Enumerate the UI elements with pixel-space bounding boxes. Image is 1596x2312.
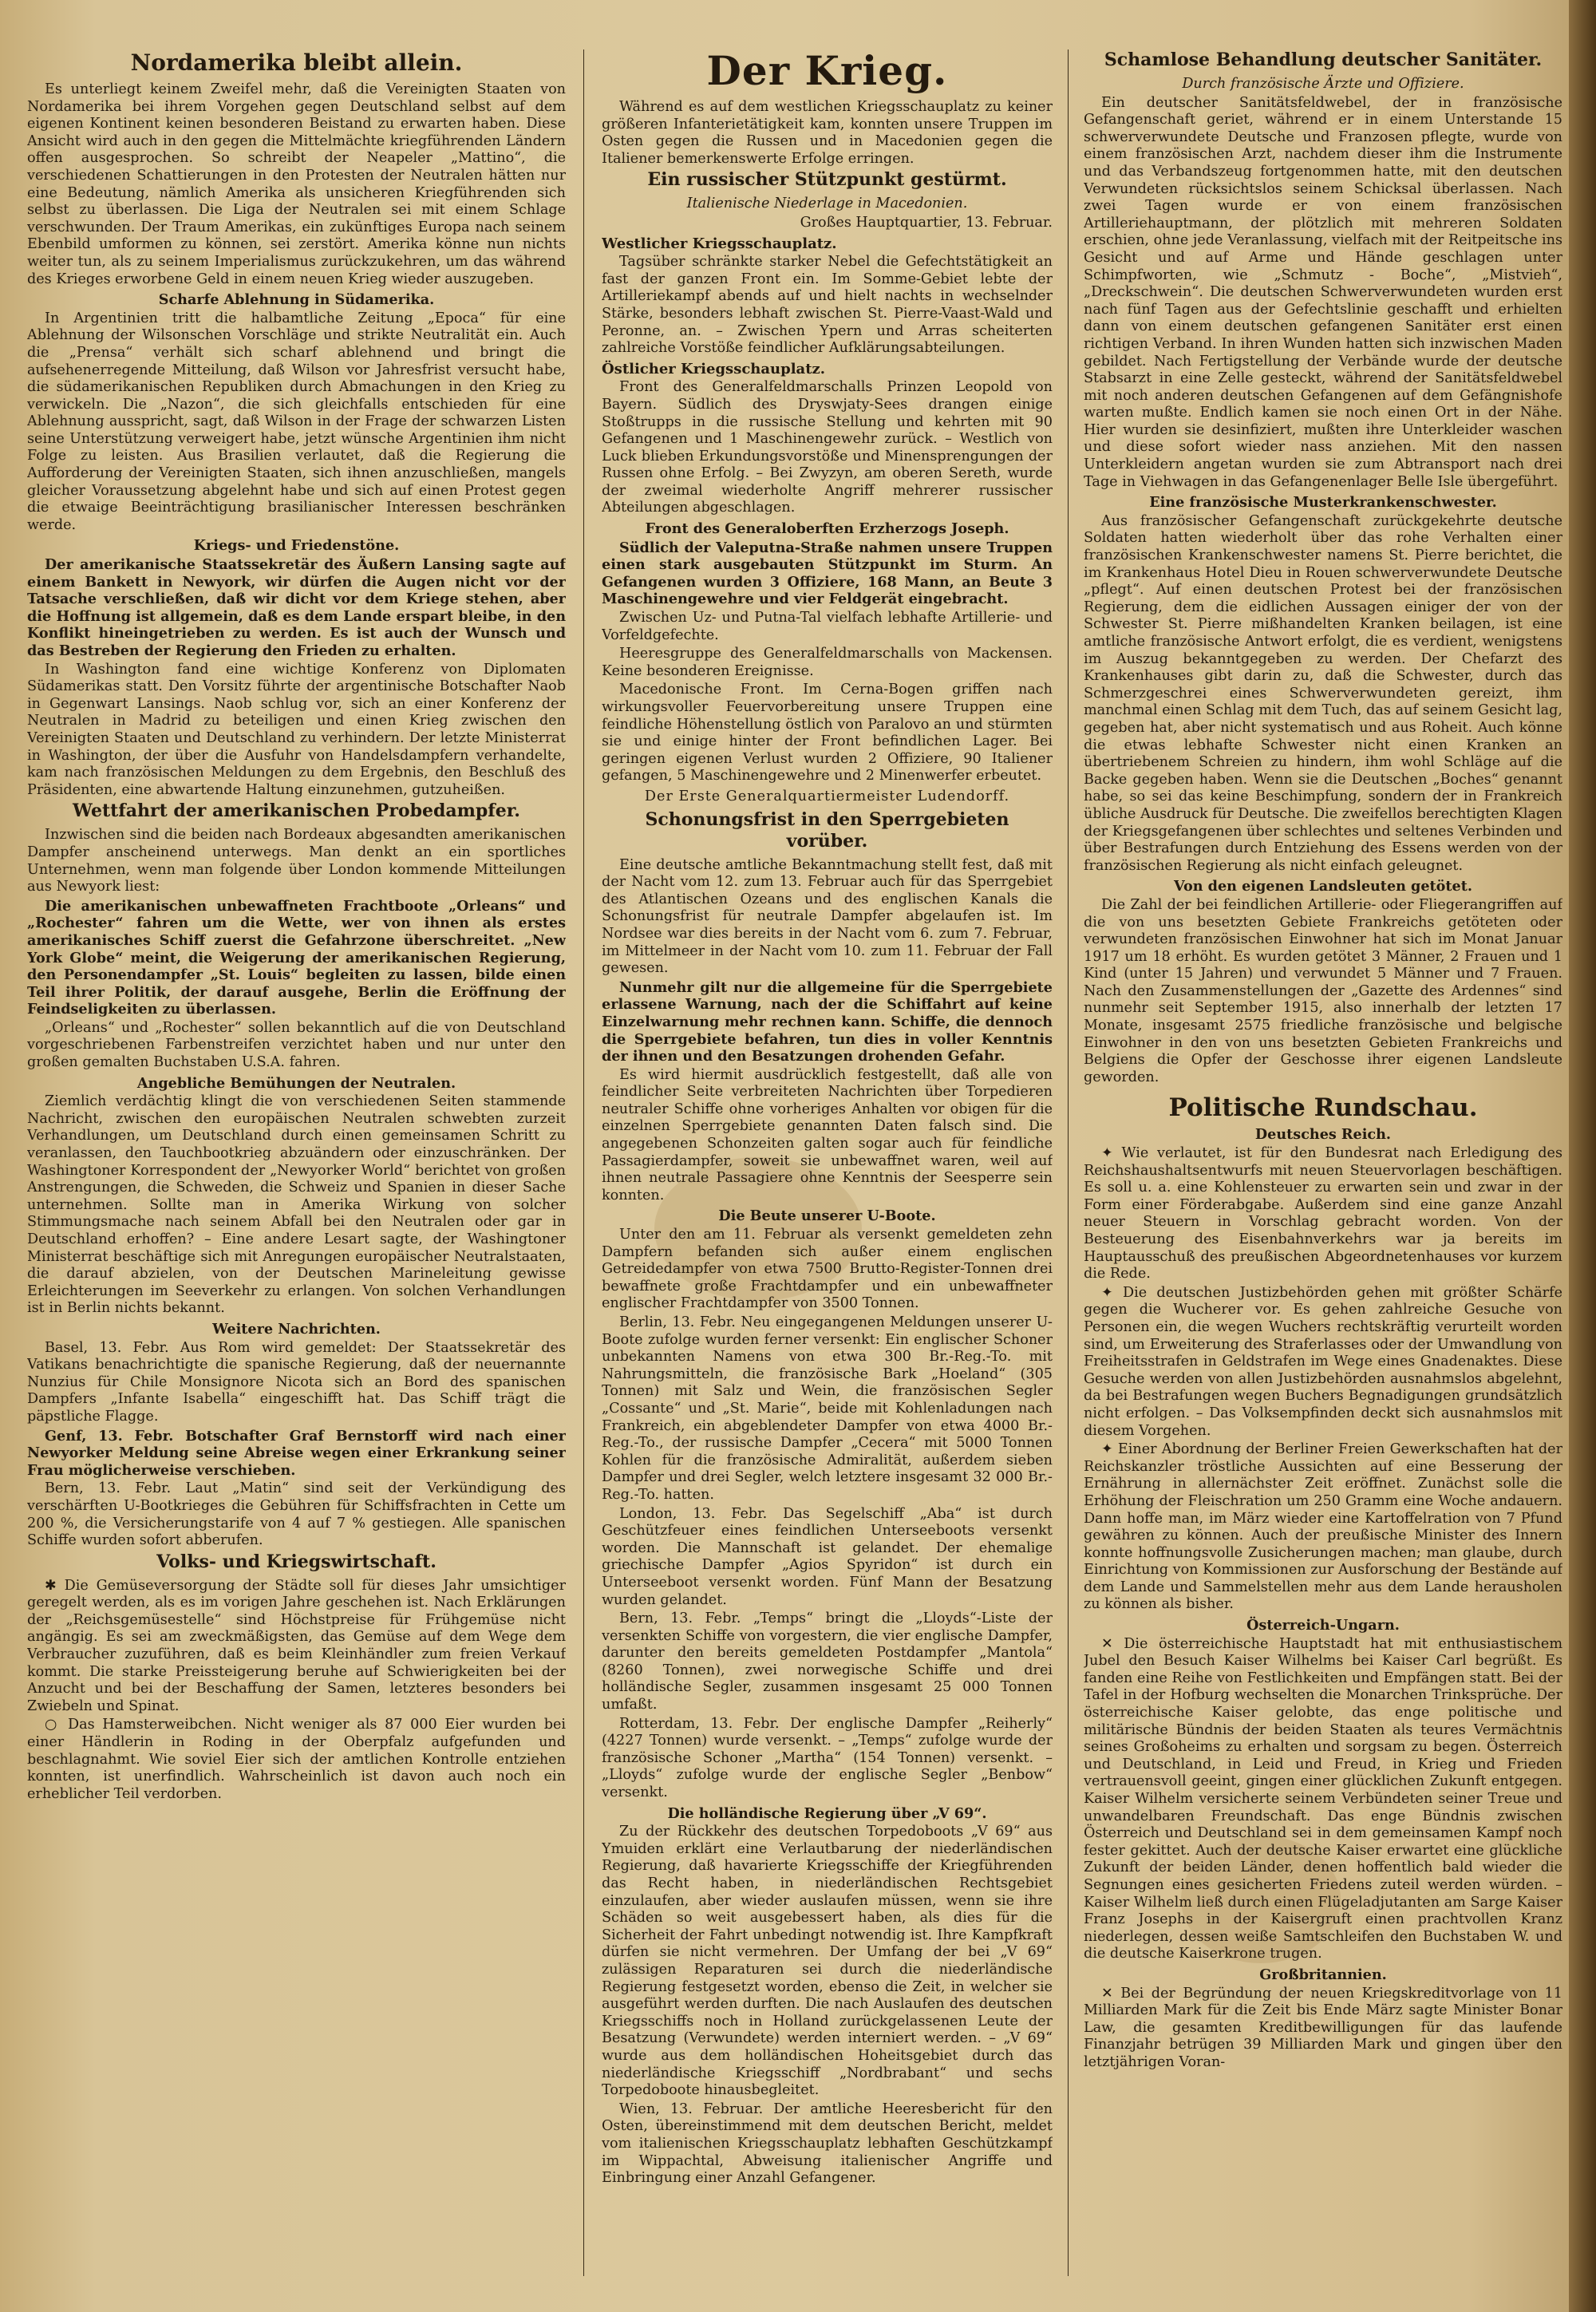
article-paragraph: In Argentinien tritt die halbamtliche Zeitung „Epoca“ für eine Ablehnung der Wilsonschen Vorschläge und strikte Neutralität ein. Auch die „Prensa“ verhält sich scharf ablehnend und bringt die aufsehenerregende Mitteilung, daß Wilson vor Jahresfrist versucht habe, die südamerikanischen Republiken durch Abmachungen in den Krieg zu verwickeln. Die „Nazon“, die sich gleichfalls entschieden für eine Ablehnung ausspricht, sagt, daß Wilson in der Frage der schwarzen Listen seine Unterstützung verweigert habe, jetzt wünsche Argentinien ihm nicht Folge zu leisten. Aus Brasilien verlautet, daß die Regierung die Aufforderung der Vereinigten Staaten, sich ihnen anzuschließen, mangels gleicher Voraussetzung abgelehnt habe und sich auf einen Protest gegen die etwaige Beeinträchtigung brasilianischer Interessen beschränken werde.	[27, 310, 566, 533]
subheading: Die Beute unserer U-Boote.	[718, 1207, 936, 1225]
article-paragraph: ✦ Wie verlautet, ist für den Bundesrat nach Erledigung des Reichshaushaltsentwurfs mit neuen Steuervorlagen beschäftigen. Es soll u. a. eine Kohlensteuer zu erwarten sein und zwar in der Form einer Förderabgabe. Außerdem sind eine ganze Anzahl neuer Steuern in Vorschlag gebracht worden. Von der Besteuerung des Eisenbahnverkehrs war ja bereits im Hauptausschuß des preußischen Abgeordnetenhauses vor kurzem die Rede.	[1084, 1145, 1562, 1282]
subheading: Österreich-Ungarn.	[1246, 1617, 1400, 1634]
article-paragraph: Es unterliegt keinem Zweifel mehr, daß die Vereinigten Staaten von Nordamerika bei ihrem Vorgehen gegen Deutschland selbst auf dem eigenen Kontinent keinen besonderen Beistand zu erwarten haben. Diese Ansicht wird auch in den gegen die Mittelmächte kriegführenden Ländern offen ausgesprochen. So schreibt der Neapeler „Mattino“, die verschiedenen Schattierungen in den Protesten der Neutralen hätten nur eine Bedeutung, nämlich Amerika als unsicheren Kriegführenden sich selbst zu überlassen. Die Liga der Neutralen sei mit einem Schlage verschwunden. Der Traum Amerikas, ein zukünftiges Europa nach seinem Ebenbild umformen zu können, sei zerstört. Amerika könne nun nichts weiter tun, als zu seinem Imperialismus zurückzukehren, um das während des Krieges erworbene Geld in einem neuen Krieg wieder auszugeben.	[27, 81, 566, 287]
news-item: Bern, 13. Febr. Laut „Matin“ sind seit der Verkündigung des verschärften U-Bootkrieges die Gebühren für Schiffsfrachten in Cette um 200 %, die Versicherungstarife von 4 auf 7 % gestiegen. Alle spanischen Schiffe wurden sofort abberufen.	[27, 1480, 566, 1549]
headline-nordamerika: Nordamerika bleibt allein.	[130, 49, 463, 76]
headline-sanitaeter: Schamlose Behandlung deutscher Sanitäter.	[1104, 49, 1543, 70]
news-item: Bern, 13. Febr. „Temps“ bringt die „Lloyds“-Liste der versenkten Schiffe von vorgestern, die vier englische Dampfer, darunter den bereits gemeldeten Postdampfer „Mantola“ (8260 Tonnen), zwei norwegische Schiffe und drei holländische Segler, zusammen insgesamt 25 000 Tonnen umfaßt.	[602, 1610, 1053, 1713]
subheading: Front des Generaloberften Erzherzogs Joseph.	[645, 520, 1009, 538]
subheading: Eine französische Musterkrankenschwester.	[1149, 494, 1497, 512]
subheading: Großbritannien.	[1259, 1966, 1387, 1983]
article-paragraph: Tagsüber schränkte starker Nebel die Gefechtstätigkeit an fast der ganzen Front ein. Im Somme-Gebiet lebte der Artilleriekampf abends auf und hielt nachts in wechselnder Stärke, besonders lebhaft zwischen St. Pierre-Vaast-Wald und Peronne, an. – Zwischen Ypern und Arras scheiterten zahlreiche Vorstöße feindlicher Aufklärungsabteilungen.	[602, 254, 1053, 357]
article-paragraph: Aus französischer Gefangenschaft zurückgekehrte deutsche Soldaten hatten wiederholt über das rohe Verhalten einer französischen Krankenschwester namens St. Pierre berichtet, die im Krankenhaus Hotel Dieu in Rouen schwerverwundete Deutsche „pflegt“. Auf einen deutschen Protest bei der französischen Regierung, dem die eidlichen Aussagen einiger der von der Schwester St. Pierre mißhandelten Kranken beilagen, ist eine amtliche französische Antwort erfolgt, die es verdient, wenigstens im Auszug bekanntgegeben zu werden. Der Chefarzt des Krankenhauses gibt darin zu, daß die Schwester, durch das Schmerzgeschrei eines Schwerverwundeten gereizt, ihm manchmal einen Schlag mit dem Tuch, das auf seinem Gesicht lag, gegeben hat, aber nicht systematisch und aus Roheit. Auch könne die etwas lebhafte Schwester nicht einen Kranken an übertriebenem Schreien zu hindern, ihm wohl Schläge auf die Backe gegeben haben. Wenn sie die Deutschen „Boches“ genannt habe, so sei das keine Beschimpfung, sondern der in Frankreich übliche Ausdruck für Deutsche. Die zweifellos berechtigten Klagen der Kriegsgefangenen über schlechtes und seltenes Verbinden und über Bestrafungen durch Entziehung des Essens werden von der französischen Regierung als nicht einfach geleugnet.	[1084, 512, 1562, 874]
signature: Der Erste Generalquartiermeister Ludendorff.	[644, 788, 1010, 804]
article-paragraph: Ziemlich verdächtig klingt die von verschiedenen Seiten stammende Nachricht, zwischen den europäischen Neutralen schwebten zurzeit Verhandlungen, um Deutschland durch einen gemeinsamen Schritt zu veranlassen, den Tauchbootkrieg abzuändern oder einzuschränken. Der Washingtoner Korrespondent der „Newyorker World“ berichtet von großen Anstrengungen, die Schweden, die Schweiz und Spanien in dieser Sache unternehmen. Sollte man in Amerika Wirkung von solcher Stimmungsmache nach seinem Abfall bei den Neutralen oder gar in Deutschland erhoffen? – Eine andere Lesart sagte, der Washingtoner Ministerrat beschäftige sich mit Anregungen europäischer Neutralstaaten, die darauf abzielen, von der Deutschen Marineleitung gewisse Erleichterungen im Seeverkehr zu erlangen. Von solchen Verhandlungen ist in Berlin nichts bekannt.	[27, 1093, 566, 1317]
article-paragraph: ✦ Die deutschen Justizbehörden gehen mit größter Schärfe gegen die Wucherer vor. Es gehen zahlreiche Gesuche von Personen ein, die wegen Wuchers rechtskräftig verurteilt worden sind, um Erweiterung des Straferlasses oder der Umwandlung von Freiheitsstrafen in Geldstrafen im Wege eines Gnadenaktes. Diese Gesuche werden von allen Justizbehörden ausnahmslos abgelehnt, da bei Bestrafungen wegen Buchers Begnadigungen grundsätzlich nicht erfolgen. – Das Volksempfinden deckt sich ausnahmslos mit diesem Vorgehen.	[1084, 1284, 1562, 1439]
news-item: Basel, 13. Febr. Aus Rom wird gemeldet: Der Staatssekretär des Vatikans benachrichtigte die spanische Regierung, daß der neuernannte Nunzius für Chile Monsignore Nicota sich an Bord des spanischen Dampfers „Infante Isabella“ eingeschifft hat. Das Schiff trägt die päpstliche Flagge.	[27, 1339, 566, 1425]
news-item: Wien, 13. Februar. Der amtliche Heeresbericht für den Osten, übereinstimmend mit dem deutschen Bericht, meldet vom italienischen Kriegsschauplatz lebhaften Geschützkampf im Wippachtal, Abweisung italienischer Angriffe und Einbringung einer Anzahl Gefangener.	[602, 2101, 1053, 2187]
subheading: Angebliche Bemühungen der Neutralen.	[136, 1074, 456, 1092]
subheading: Die holländische Regierung über „V 69“.	[667, 1804, 987, 1822]
subtitle: Durch französische Ärzte und Offiziere.	[1182, 76, 1464, 92]
headline-der-krieg: Der Krieg.	[706, 48, 948, 94]
article-paragraph: Heeresgruppe des Generalfeldmarschalls von Mackensen. Keine besonderen Ereignisse.	[602, 646, 1053, 679]
article-paragraph: „Orleans“ und „Rochester“ sollen bekanntlich auf die von Deutschland vorgeschriebenen Farbenstreifen verzichtet haben und nur unter den großen gemalten Buchstaben U.S.A. fahren.	[27, 1019, 566, 1071]
headline-volkswirtschaft: Volks- und Kriegswirtschaft.	[156, 1551, 437, 1572]
column-right	[1084, 48, 1562, 2290]
news-item: Berlin, 13. Febr. Neu eingegangenen Meldungen unserer U-Boote zufolge wurden ferner versenkt: Ein englischer Schoner unbekannten Namens von etwa 300 Br.-Reg.-To. mit Nahrungsmitteln, die französische Bark „Hoeland“ (305 Tonnen) mit Salz und Wein, die französischen Segler „Cossante“ und „St. Marie“, beide mit Kohlenladungen nach Frankreich, ein abgeblendeter Dampfer von etwa 4000 Br.-Reg.-To., der russische Dampfer „Cecera“ mit 5000 Tonnen Kohlen für die französische Admiralität, außerdem sieben Dampfer und drei Segler, welch letztere insgesamt 32 000 Br.-Reg.-To. hatten.	[602, 1314, 1053, 1503]
subheading: Deutsches Reich.	[1254, 1126, 1392, 1144]
news-item: Genf, 13. Febr. Botschafter Graf Bernstorff wird nach einer Newyorker Meldung seine Abreise wegen einer Erkrankung seiner Frau möglicherweise verschieben.	[27, 1427, 566, 1479]
headline-politische-rundschau: Politische Rundschau.	[1168, 1093, 1478, 1123]
dateline: Großes Hauptquartier, 13. Februar.	[800, 214, 1053, 231]
article-paragraph: Ein deutscher Sanitätsfeldwebel, der in französische Gefangenschaft geriet, während er in einem Unterstande 15 schwerverwundete Deutsche und Franzosen pflegte, wurde von einem französischen Arzt, nachdem dieser ihm die Instrumente und das Verbandszeug fortgenommen hatte, mit den deutschen Verwundeten rücksichtslos seinem Schicksal überlassen. Nach zwei Tagen wurde er von einem französischen Artilleriehauptmann, der plötzlich mit mehreren Soldaten erschien, ohne jede Veranlassung, vielfach mit der Reitpeitsche ins Gesicht und auf Arme und Hände geschlagen unter Schimpfworten, wie „Schmutz - Boche“, „Mistvieh“, „Dreckschwein“. Die deutschen Schwerverwundeten wurden erst nach fünf Tagen aus der Gefechtslinie geschafft und erhielten dann von einem deutschen gefangenen Sanitäter erst einen richtigen Verband. In ihren Wunden hatten sich inzwischen Maden gebildet. Nach Fertigstellung der Verbände wurde der deutsche Stabsarzt in eine Zelle gesteckt, während der Sanitätsfeldwebel mit noch anderen deutschen Gefangenen auf dem Gefängnishofe warten mußte. Endlich kamen sie noch einen Ort in der Nähe. Hier wurden sie desinfiziert, mußten ihre Unterkleider waschen und diese sofort wieder nass anziehen. Mit den nassen Unterkleidern angetan wurden sie zum Abtransport nach drei Tage in Viehwagen in das Gefangenenlager Belle Isle übergeführt.	[1084, 94, 1562, 490]
news-item: ○ Das Hamsterweibchen. Nicht weniger als 87 000 Eier wurden bei einer Händlerin in Roding in der Oberpfalz aufgefunden und beschlagnahmt. Wie soviel Eier sich der amtlichen Kontrolle entziehen konnten, ist unerfindlich. Wahrscheinlich ist davon auch noch ein erheblicher Teil verdorben.	[27, 1717, 566, 1802]
article-paragraph: ✦ Einer Abordnung der Berliner Freien Gewerkschaften hat der Reichskanzler tröstliche Aussichten auf eine Besserung der Ernährung in allernächster Zeit eröffnet. Zunächst solle die Erhöhung der Fleischration um 250 Gramm eine Woche andauern. Dann hoffe man, im März wieder eine Kartoffelration von 7 Pfund gewähren zu können. Auch der preußische Minister des Innern konnte hoffnungsvolle Zusicherungen machen; man glaube, durch Einrichtung von Kommissionen zur Ausforschung der Bestände auf dem Lande und Sammelstellen mehr aus dem Lande herausholen zu können als bisher.	[1084, 1441, 1562, 1613]
article-paragraph: Der amerikanische Staatssekretär des Äußern Lansing sagte auf einem Bankett in Newyork, wir dürfen die Augen nicht vor der Tatsache verschließen, daß wir dicht vor dem Kriege stehen, aber die Hoffnung ist allgemein, daß es dem Lande erspart bleibe, in den Konflikt hineingetrieben zu werden. Es ist auch der Wunsch und das Bestreben der Regierung den Frieden zu erhalten.	[27, 556, 566, 659]
article-paragraph: Zu der Rückkehr des deutschen Torpedoboots „V 69“ aus Ymuiden erklärt eine Verlautbarung der niederländischen Regierung, daß havarierte Kriegsschiffe der Kriegführenden das Recht haben, in niederländischen Rechtsgebiet einzulaufen, aber wieder auslaufen müssen, wenn sie ihre Schäden so weit ausgebessert haben, als dies für die Sicherheit der Fahrt unbedingt notwendig ist. Ihre Kampfkraft dürfen sie nicht vermehren. Der Umfang der bei „V 69“ zulässigen Reparaturen sei durch die niederländische Regierung festgesetzt worden, ebenso die Zeit, in welcher sie ausgeführt werden durften. Die nach Auslaufen des deutschen Kriegsschiffs noch in Holland zurückgelassenen Leute der Besatzung (Verwundete) werden interniert werden. – „V 69“ wurde aus dem holländischen Hoheitsgebiet durch das niederländische Kriegsschiff „Nordbrabant“ und sechs Torpedoboote hinausbegleitet.	[602, 1824, 1053, 2099]
article-paragraph: Die Zahl der bei feindlichen Artillerie- oder Fliegerangriffen auf die von uns besetzten Gebiete Frankreichs getöteten oder verwundeten französischen Einwohner hat sich im Monat Januar 1917 um 18 erhöht. Es wurden getötet 3 Männer, 2 Frauen und 1 Kind (unter 15 Jahren) und verwundet 5 Männer und 7 Frauen. Nach den Zusammenstellungen der „Gazette des Ardennes“ sind nunmehr seit September 1915, also innerhalb der letzten 17 Monate, insgesamt 2575 friedliche französische und belgische Einwohner in den von uns besetzten Gebieten Frankreichs und Belgiens die Opfer der Geschosse ihrer eigenen Landsleute geworden.	[1084, 896, 1562, 1085]
article-paragraph: Die amerikanischen unbewaffneten Frachtboote „Orleans“ und „Rochester“ fahren um die Wette, wer von ihnen als erstes amerikanisches Schiff zuerst die Gefahrzone überschreitet. „New York Globe“ meint, die Weigerung der amerikanischen Regierung, den Personendampfer „St. Louis“ begleiten zu lassen, bilde einen Teil ihrer Politik, der darauf ausgehe, Berlin die Eröffnung der Feindseligkeiten zu überlassen.	[27, 897, 566, 1018]
article-paragraph: Front des Generalfeldmarschalls Prinzen Leopold von Bayern. Südlich des Dryswjaty-Sees drangen einige Stoßtrupps in die russische Stellung und kehrten mit 90 Gefangenen und 1 Maschinengewehr zurück. – Westlich von Luck blieben Erkundungsvorstöße und Minensprengungen der Russen ohne Erfolg. – Bei Zwyzyn, am oberen Sereth, wurde der zweimal wiederholte Angriff mehrerer russischer Abteilungen abgeschlagen.	[602, 379, 1053, 516]
column-middle	[602, 48, 1053, 2290]
subtitle: Italienische Niederlage in Macedonien.	[686, 196, 968, 212]
page-edge	[1569, 0, 1596, 2312]
subheading: Östlicher Kriegsschauplatz.	[602, 360, 826, 377]
article-paragraph: ✕ Die österreichische Hauptstadt hat mit enthusiastischem Jubel den Besuch Kaiser Wilhelms bei Kaiser Carl begrüßt. Es fanden eine Reihe von Festlichkeiten und Empfängen statt. Bei der Tafel in der Hofburg wechselten die Monarchen Trinksprüche. Der österreichische Kaiser gelobte, das enge politische und militärische Bündnis der beiden Staaten als teures Vermächtnis seines Großoheims zu erhalten und sorgsam zu begen. Österreich und Deutschland, in Leid und Freud, in Krieg und Frieden vertrauensvoll geeint, gingen einer glücklichen Zukunft entgegen. Kaiser Wilhelm versicherte seinem Verbündeten seiner Treue und unwandelbaren Freundschaft. Das enge Bündnis zwischen Österreich und Deutschland sei in dem gemeinsamen Kampf noch fester gekittet. Auch der deutsche Kaiser erwartet eine glückliche Zukunft der beiden Länder, denen hoffentlich bald wieder die Segnungen eines gesicherten Friedens zuteil werden würden. – Kaiser Wilhelm ließ durch einen Flügeladjutanten am Sarge Kaiser Franz Josephs in der Kaisergruft einen prachtvollen Kranz niederlegen, dessen weiße Samtschleifen den Buchstaben W. und die deutsche Kaiserkrone trugen.	[1084, 1635, 1562, 1962]
article-paragraph: Macedonische Front. Im Cerna-Bogen griffen nach wirkungsvoller Feuervorbereitung unsere Truppen eine feindliche Höhenstellung östlich von Paralovo an und stürmten sie und einige hinter der Front befindlichen Lager. Bei geringen eigenen Verlust wurden 2 Offiziere, 90 Italiener gefangen, 5 Maschinengewehre und 2 Minenwerfer erbeutet.	[602, 682, 1053, 784]
article-paragraph: Nunmehr gilt nur die allgemeine für die Sperrgebiete erlassene Warnung, nach der die Schiffahrt auf keine Einzelwarnung mehr rechnen kann. Schiffe, die dennoch die Sperrgebiete befahren, tun dies in voller Kenntnis der ihnen und den Besatzungen drohenden Gefahr.	[602, 978, 1053, 1065]
subheading: Weitere Nachrichten.	[212, 1320, 381, 1338]
article-paragraph: Inzwischen sind die beiden nach Bordeaux abgesandten amerikanischen Dampfer anscheinend unterwegs. Man denkt an ein sportliches Unternehmen, wenn man folgende über London kommende Mitteilungen aus Newyork liest:	[27, 827, 566, 895]
column-rule	[1068, 49, 1069, 2276]
subheading: Von den eigenen Landsleuten getötet.	[1174, 878, 1472, 895]
article-paragraph: Unter den am 11. Februar als versenkt gemeldeten zehn Dampfern befanden sich außer einem englischen Getreidedampfer von etwa 7500 Brutto-Register-Tonnen drei bewaffnete große Frachtdampfer und ein unbewaffneter englischer Frachtdampfer von 3500 Tonnen.	[602, 1227, 1053, 1312]
article-paragraph: Südlich der Valeputna-Straße nahmen unsere Truppen einen stark ausgebauten Stützpunkt im Sturm. An Gefangenen wurden 3 Offiziere, 168 Mann, an Beute 3 Maschinengewehre und vier Feldgerät eingebracht.	[602, 539, 1053, 608]
column-rule	[583, 49, 584, 2276]
news-item: Rotterdam, 13. Febr. Der englische Dampfer „Reiherly“ (4227 Tonnen) wurde versenkt. – „Temps“ zufolge wurde der französische Schoner „Martha“ (154 Tonnen) versenkt. – „Lloyds“ zufolge wurde der englische Segler „Benbow“ versenkt.	[602, 1715, 1053, 1801]
article-paragraph: ✕ Bei der Begründung der neuen Kriegskreditvorlage von 11 Milliarden Mark für die Zeit bis Ende März sagte Minister Bonar Law, die gesamten Kreditbewilligungen für das laufende Finanzjahr betrügen 39 Milliarden Mark und gingen über den letztjährigen Voran-	[1084, 1985, 1562, 2070]
subheading: Kriegs- und Friedenstöne.	[193, 537, 400, 555]
news-item: ✱ Die Gemüseversorgung der Städte soll für dieses Jahr umsichtiger geregelt werden, als es im vorigen Jahre geschehen ist. Nach Erklärungen der „Reichsgemüsestelle“ sind Höchstpreise für Frühgemüse nicht angängig. Es sei am zweckmäßigsten, das Gemüse auf dem Wege dem Verbraucher zuzuführen, daß es beim Kleinhändler zum freien Verkauf kommt. Die starke Preissteigerung beruhe auf Schwierigkeiten bei der Anzucht und bei der Beschaffung der Samen, letzteres besonders bei Zwiebeln und Spinat.	[27, 1577, 566, 1714]
article-paragraph: In Washington fand eine wichtige Konferenz von Diplomaten Südamerikas statt. Den Vorsitz führte der argentinische Botschafter Naob in Gegenwart Lansings. Naob schlug vor, sich an einer Konferenz der Neutralen in Madrid zu beteiligen und einen Krieg zwischen den Vereinigten Staaten und Deutschland zu verhindern. Der letzte Ministerrat in Washington, der über die Ausfuhr von Handelsdampfern verhandelte, kam nach französischen Meldungen zu dem Ergebnis, den Beschluß des Präsidenten, eine abwartende Haltung einzunehmen, gutzuheißen.	[27, 661, 566, 798]
subheading: Scharfe Ablehnung in Südamerika.	[158, 291, 435, 309]
headline-wettfahrt: Wettfahrt der amerikanischen Probedampfer.	[73, 800, 520, 822]
news-item: London, 13. Febr. Das Segelschiff „Aba“ ist durch Geschützfeuer eines feindlichen Unterseeboots versenkt worden. Die Mannschaft ist gelandet. Der ehemalige griechische Dampfer „Agios Spyridon“ ist durch ein Unterseeboot versenkt worden. Fünf Mann der Besatzung wurden gelandet.	[602, 1505, 1053, 1608]
article-paragraph: Zwischen Uz- und Putna-Tal vielfach lebhafte Artillerie- und Vorfeldgefechte.	[602, 610, 1053, 643]
subheading: Westlicher Kriegsschauplatz.	[602, 235, 837, 252]
headline-schonungsfrist: Schonungsfrist in den Sperrgebieten vorüber.	[645, 808, 1009, 852]
article-paragraph: Es wird hiermit ausdrücklich festgestellt, daß alle von feindlicher Seite verbreiteten Nachrichten über Torpedieren neutraler Schiffe ohne vorheriges Anhalten vor obigen für die einzelnen Sperrgebiete genannten Daten falsch sind. Die angegebenen Schonzeiten galten sogar auch für feindliche Passagierdampfer, soweit sie unbewaffnet waren, weil auf ihnen neutrale Passagiere ohne Kenntnis der Seesperre sein konnten.	[602, 1066, 1053, 1203]
column-left	[27, 48, 566, 2290]
article-paragraph: Eine deutsche amtliche Bekanntmachung stellt fest, daß mit der Nacht vom 12. zum 13. Februar auch für das Sperrgebiet des Atlantischen Ozeans und des englischen Kanals die Schonungsfrist für neutrale Dampfer abgelaufen ist. Im Nordsee war dies bereits in der Nacht vom 6. zum 7. Februar, im Mittelmeer in der Nacht vom 10. zum 11. Februar der Fall gewesen.	[602, 856, 1053, 977]
headline-stuetzpunkt: Ein russischer Stützpunkt gestürmt.	[647, 169, 1007, 191]
article-paragraph: Während es auf dem westlichen Kriegsschauplatz zu keiner größeren Infanterietätigkeit kam, konnten unsere Truppen im Osten gegen die Russen und in Macedonien gegen die Italiener bemerkenswerte Erfolge erringen.	[602, 99, 1053, 167]
